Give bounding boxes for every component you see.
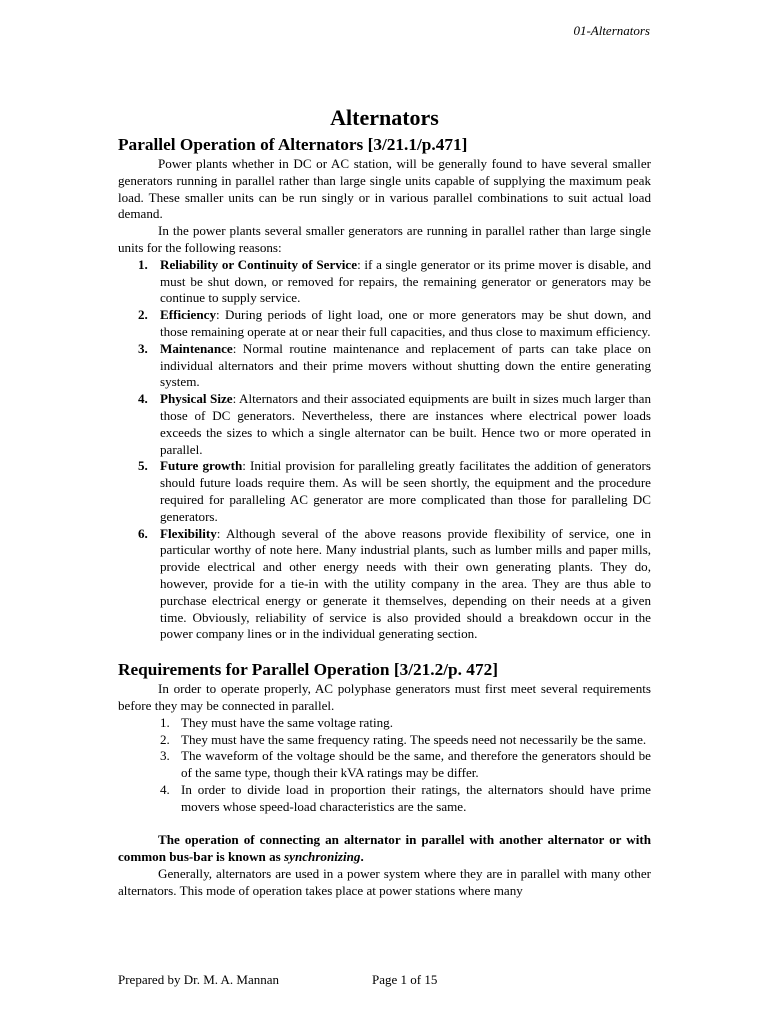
list-term: Maintenance: [160, 340, 233, 356]
list-text: The waveform of the voltage should be the same, and therefore the generators should be of the same type, though their kVA ratings may be differ.: [181, 748, 651, 781]
list-item: [118, 526, 651, 644]
list-term: Reliability or Continuity of Service: [160, 256, 358, 272]
emphasis-term: synchronizing: [284, 849, 361, 865]
list-number: 2.: [160, 731, 170, 747]
footer-author: Prepared by Dr. M. A. Mannan: [118, 972, 280, 987]
page-content: [118, 104, 651, 900]
list-number: 3.: [160, 748, 170, 764]
list-term: Future growth: [160, 458, 243, 474]
requirements-list: [118, 715, 651, 816]
list-item: [118, 391, 651, 458]
paragraph: Power plants whether in DC or AC station, will be generally found to have several smaller generators running in parallel rather than large single units capable of supplying the maximum peak load. These smaller units can be run singly or in various parallel combinations to suit actual load demand.: [118, 156, 651, 222]
list-text: In order to divide load in proportion their ratings, the alternators should have prime movers whose speed-load characteristics are the same.: [181, 781, 651, 814]
footer-page-number: Page 1 of 15: [372, 972, 438, 987]
list-number: 1.: [160, 714, 170, 730]
list-text: : Initial provision for paralleling greatly facilitates the addition of generators should future loads require them. As will be seen shortly, the equipment and the procedure required for paralleling AC generator are more complicated than those for paralleling DC generators.: [160, 458, 651, 524]
list-number: 5.: [138, 458, 148, 474]
list-number: 6.: [138, 525, 148, 541]
list-text: They must have the same voltage rating.: [181, 714, 393, 730]
list-item: [118, 748, 651, 782]
list-term: Efficiency: [160, 307, 216, 323]
list-item: [118, 715, 651, 732]
paragraph: In order to operate properly, AC polyphase generators must first meet several requirements before they may be connected in parallel.: [118, 681, 651, 713]
emphasis-end: .: [360, 849, 364, 865]
list-item: [118, 307, 651, 341]
paragraph: In the power plants several smaller generators are running in parallel rather than large single units for the following reasons:: [118, 223, 651, 255]
list-number: 4.: [160, 781, 170, 797]
list-item: [118, 341, 651, 391]
list-item: [118, 732, 651, 749]
list-number: 4.: [138, 391, 148, 407]
list-text: : During periods of light load, one or more generators may be shut down, and those remaining operate at or near their full capacities, and thus close to maximum efficiency.: [160, 307, 651, 339]
emphasis-lead: The operation of connecting an alternator in parallel with another alternator or with common bus-bar is known as: [118, 832, 651, 865]
list-text: : Normal routine maintenance and replacement of parts can take place on individual alternators and their prime movers without shutting down the entire generating system.: [160, 340, 651, 390]
list-item: [118, 257, 651, 307]
list-number: 2.: [138, 307, 148, 323]
list-term: Physical Size: [160, 391, 233, 407]
running-header: 01-Alternators: [573, 23, 650, 38]
reasons-list: [118, 257, 651, 643]
spacer: [118, 815, 651, 832]
document-title: Alternators: [330, 105, 439, 130]
synchronizing-definition: [118, 832, 651, 866]
list-item: [118, 782, 651, 816]
list-number: 1.: [138, 256, 148, 272]
section-heading-parallel-operation: Parallel Operation of Alternators [3/21.1/p.471]: [118, 135, 468, 154]
paragraph: Generally, alternators are used in a power system where they are in parallel with many other alternators. This mode of operation takes place at power stations where many: [118, 866, 651, 898]
list-term: Flexibility: [160, 525, 217, 541]
list-text: They must have the same frequency rating. The speeds need not necessarily be the same.: [181, 731, 647, 747]
list-item: [118, 458, 651, 525]
list-text: : Although several of the above reasons provide flexibility of service, one in particular worthy of note here. Many industrial plants, such as lumber mills and paper mills, provide electrical and other energy needs with their own generating plants. They do, however, provide for a tie-in with the utility company in the area. They are thus able to purchase electrical energy or generate it themselves, depending on their needs at a given time. Obviously, reliability of service is also provided should a breakdown occur in the power company lines or in the individual generating section.: [160, 525, 651, 642]
section-heading-requirements: Requirements for Parallel Operation [3/21.2/p. 472]: [118, 660, 498, 680]
list-text: : Alternators and their associated equipments are built in sizes much larger than those of DC generators. Nevertheless, there are instances where electrical power loads exceeds the sizes to which a single alternator can be built. Hence two or more operated in parallel.: [160, 391, 652, 457]
list-text: : if a single generator or its prime mover is disable, and must be shut down, or removed for repairs, the remaining generator or generators may be continue to supply service.: [160, 256, 652, 306]
list-number: 3.: [138, 340, 148, 356]
